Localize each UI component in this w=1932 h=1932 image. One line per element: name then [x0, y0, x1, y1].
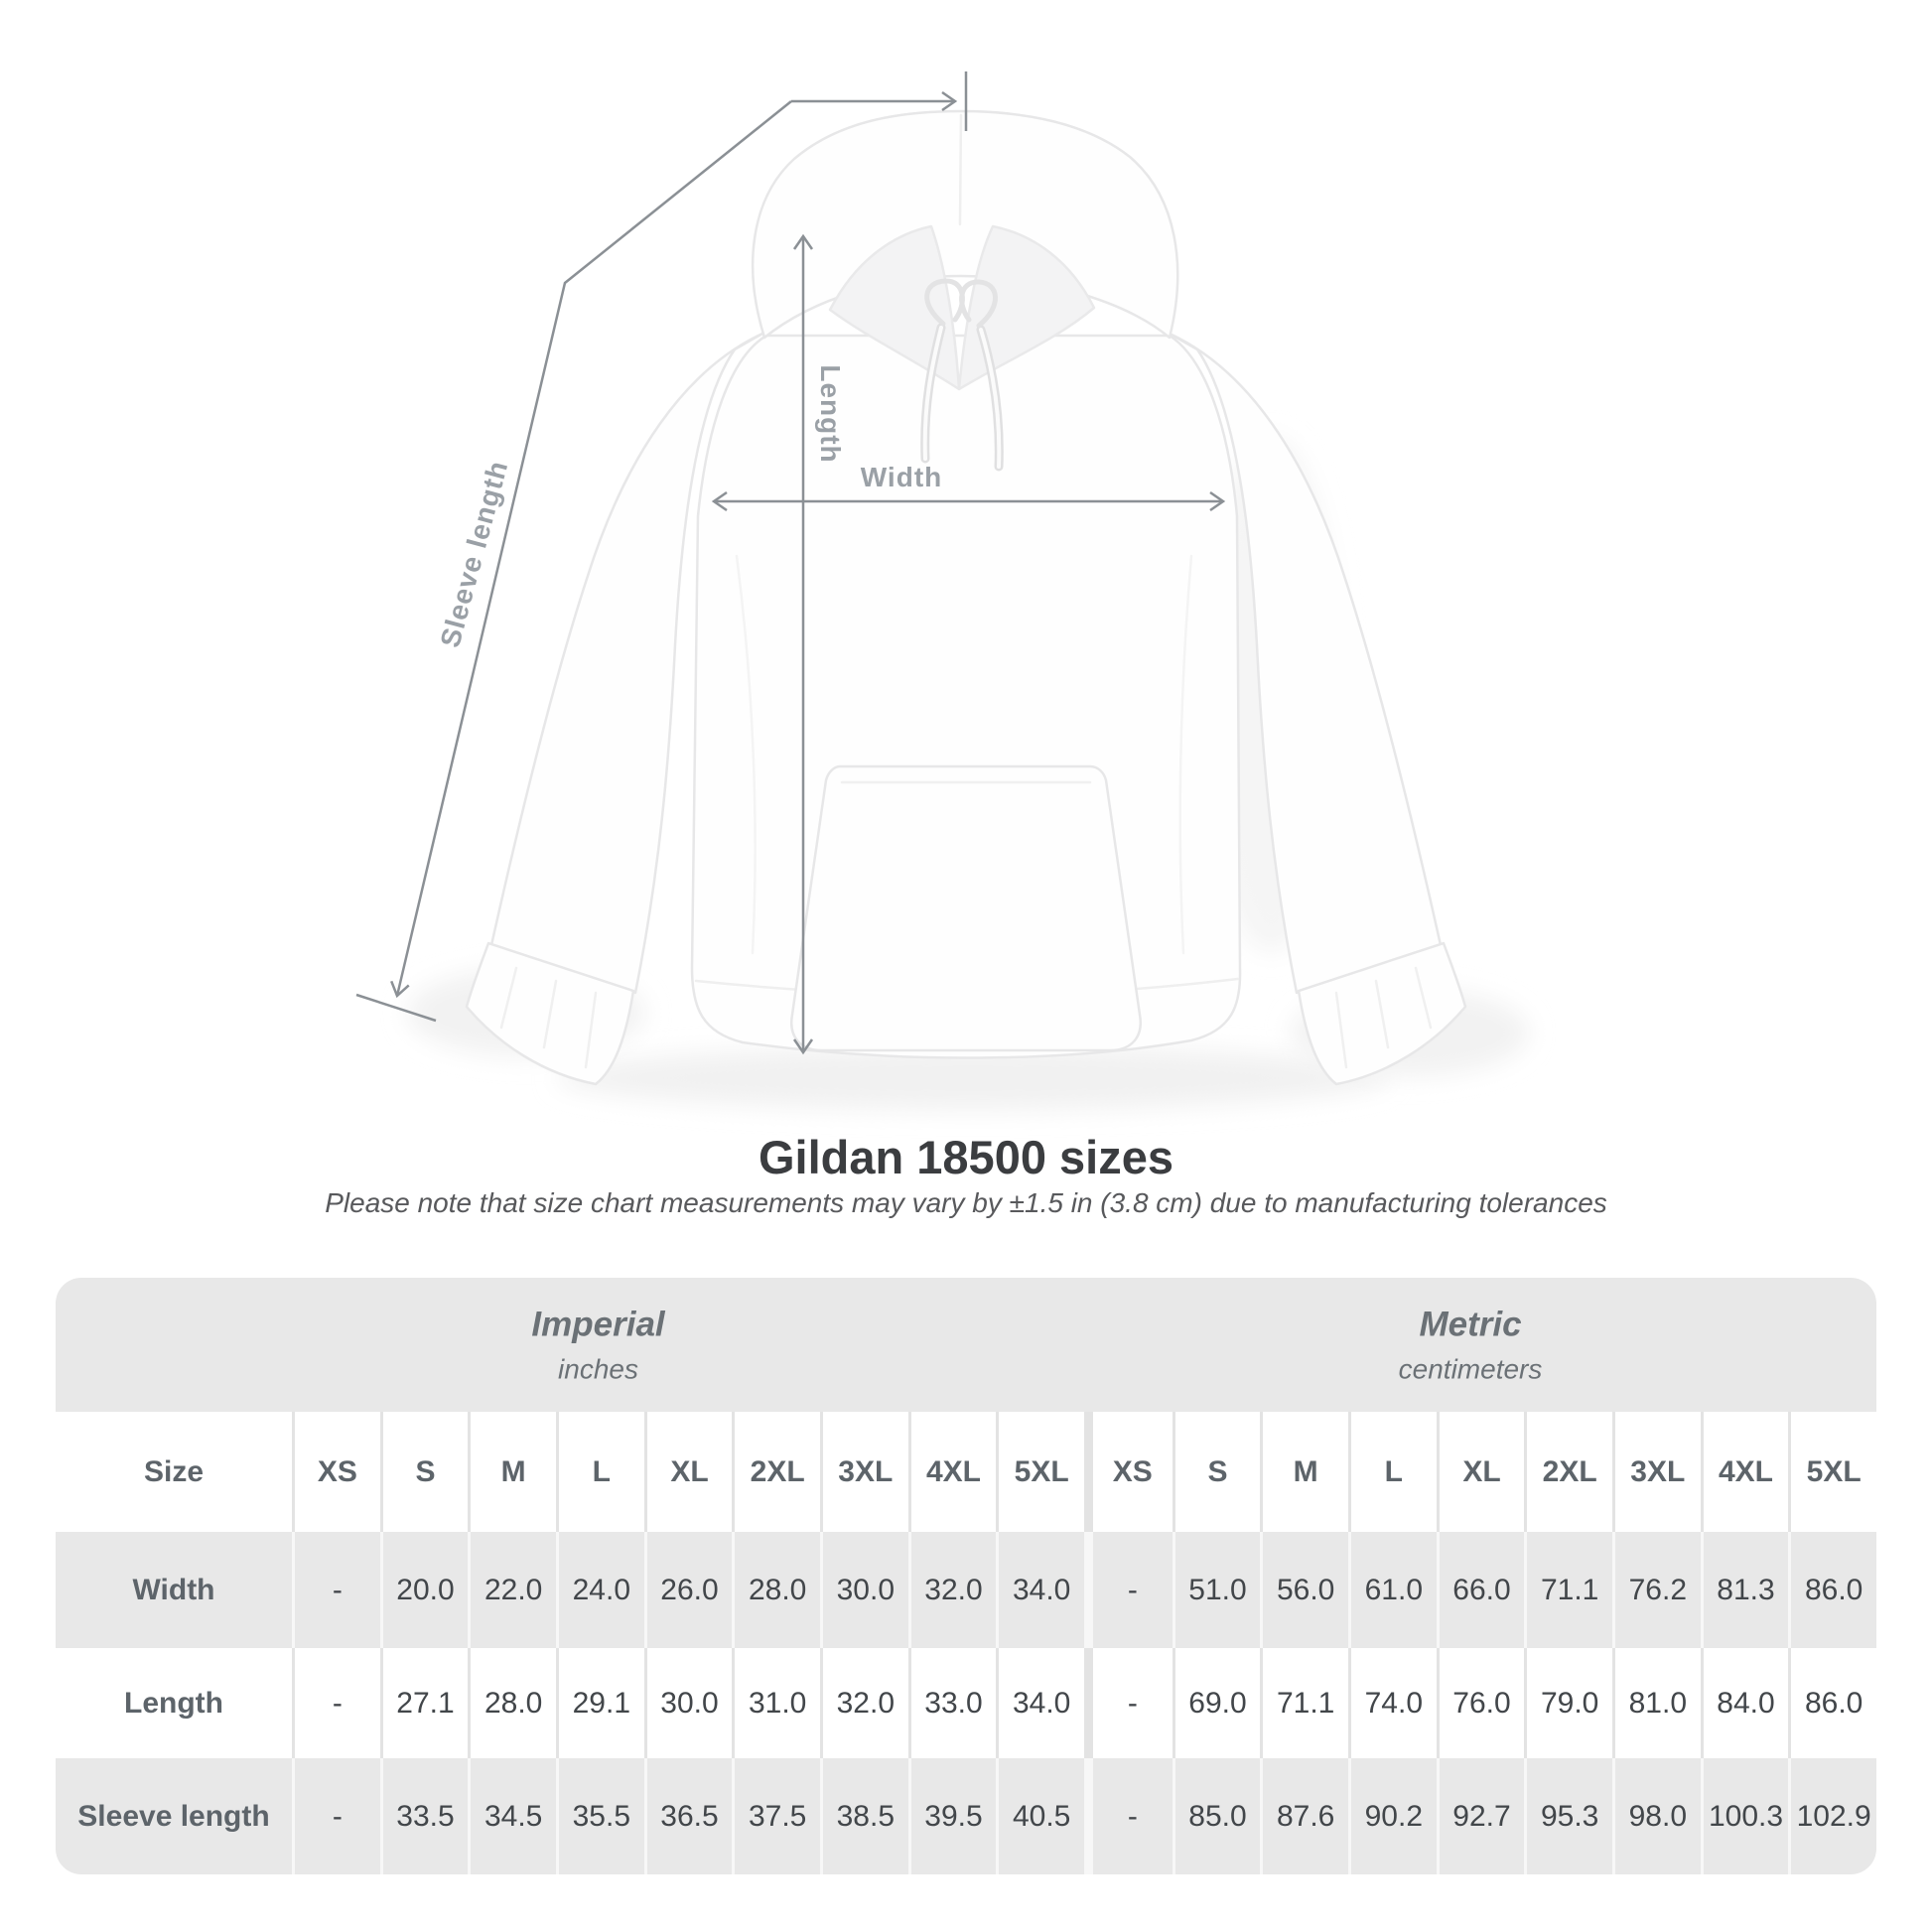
size-value-cell: 38.5 [820, 1758, 908, 1874]
size-col-header: 2XL [1524, 1412, 1612, 1532]
size-col-header: M [1260, 1412, 1348, 1532]
size-value-cell: 31.0 [732, 1648, 820, 1758]
size-value-cell: 56.0 [1260, 1532, 1348, 1648]
size-value-cell: 30.0 [820, 1532, 908, 1648]
size-value-cell: 27.1 [380, 1648, 469, 1758]
size-value-cell: 37.5 [732, 1758, 820, 1874]
size-col-header: 3XL [1612, 1412, 1701, 1532]
size-value-cell: 32.0 [820, 1648, 908, 1758]
size-col-header: 2XL [732, 1412, 820, 1532]
size-value-cell: 40.5 [996, 1758, 1084, 1874]
size-value-cell: 81.0 [1612, 1648, 1701, 1758]
size-corner-label: Size [143, 1454, 205, 1488]
unit-group-header-band [56, 1278, 1876, 1412]
size-col-header: XL [1437, 1412, 1525, 1532]
row-label: Sleeve length [77, 1799, 270, 1833]
size-value-cell: 61.0 [1348, 1532, 1437, 1648]
size-col-header: 4XL [1701, 1412, 1789, 1532]
size-value-cell: 69.0 [1173, 1648, 1261, 1758]
size-value-cell: 87.6 [1260, 1758, 1348, 1874]
size-value-cell: 24.0 [556, 1532, 644, 1648]
size-value-cell: 35.5 [556, 1758, 644, 1874]
table-row [56, 1532, 1876, 1648]
size-col-header: 3XL [820, 1412, 908, 1532]
row-label: Width [132, 1573, 215, 1606]
size-col-header: S [1173, 1412, 1261, 1532]
row-label: Length [124, 1686, 223, 1720]
size-value-cell: 30.0 [644, 1648, 733, 1758]
size-col-header: L [1348, 1412, 1437, 1532]
size-value-cell: 102.9 [1788, 1758, 1876, 1874]
length-measurement-label: Length [815, 364, 846, 464]
size-value-cell: 84.0 [1701, 1648, 1789, 1758]
size-value-cell: 76.2 [1612, 1532, 1701, 1648]
size-value-cell: 32.0 [908, 1532, 997, 1648]
imperial-group-unit: inches [558, 1353, 638, 1384]
page-title: Gildan 18500 sizes [758, 1131, 1174, 1183]
width-measurement-label: Width [860, 462, 943, 492]
size-value-cell: 33.5 [380, 1758, 469, 1874]
metric-group-unit: centimeters [1398, 1353, 1543, 1384]
tolerance-note: Please note that size chart measurements may vary by ±1.5 in (3.8 cm) due to manufacturing tolerances [325, 1187, 1607, 1218]
size-value-cell: 34.5 [468, 1758, 556, 1874]
size-value-cell: - [1084, 1648, 1173, 1758]
metric-group-title: Metric [1419, 1305, 1522, 1343]
size-value-cell: 22.0 [468, 1532, 556, 1648]
size-value-cell: 28.0 [732, 1532, 820, 1648]
size-value-cell: 98.0 [1612, 1758, 1701, 1874]
size-value-cell: 74.0 [1348, 1648, 1437, 1758]
size-col-header: L [556, 1412, 644, 1532]
metric-group-header [1399, 1305, 1543, 1385]
size-col-header: 5XL [1788, 1412, 1876, 1532]
imperial-group-title: Imperial [531, 1305, 665, 1343]
size-value-cell: 29.1 [556, 1648, 644, 1758]
size-value-cell: 28.0 [468, 1648, 556, 1758]
sleeve-length-measurement-label: Sleeve length [434, 457, 514, 651]
size-col-header: XS [292, 1412, 380, 1532]
size-value-cell: 26.0 [644, 1532, 733, 1648]
size-value-cell: - [1084, 1532, 1173, 1648]
size-col-header: M [468, 1412, 556, 1532]
size-value-cell: 71.1 [1260, 1648, 1348, 1758]
size-value-cell: 86.0 [1788, 1648, 1876, 1758]
size-col-header: S [380, 1412, 469, 1532]
size-chart-table [56, 1278, 1876, 1874]
hoodie-illustration [467, 111, 1465, 1084]
size-value-cell: 51.0 [1173, 1532, 1261, 1648]
size-value-cell: 92.7 [1437, 1758, 1525, 1874]
size-value-cell: 85.0 [1173, 1758, 1261, 1874]
size-value-cell: 39.5 [908, 1758, 997, 1874]
size-value-cell: 79.0 [1524, 1648, 1612, 1758]
size-value-cell: - [292, 1648, 380, 1758]
size-value-cell: 36.5 [644, 1758, 733, 1874]
size-value-cell: - [292, 1758, 380, 1874]
size-value-cell: - [1084, 1758, 1173, 1874]
size-value-cell: 90.2 [1348, 1758, 1437, 1874]
size-col-header: 4XL [908, 1412, 997, 1532]
size-col-header: 5XL [996, 1412, 1084, 1532]
size-value-cell: 76.0 [1437, 1648, 1525, 1758]
size-value-cell: 20.0 [380, 1532, 469, 1648]
imperial-group-header [531, 1305, 664, 1385]
size-value-cell: 100.3 [1701, 1758, 1789, 1874]
size-col-header: XL [644, 1412, 733, 1532]
size-col-header: XS [1084, 1412, 1173, 1532]
size-value-cell: 71.1 [1524, 1532, 1612, 1648]
size-value-cell: 95.3 [1524, 1758, 1612, 1874]
size-value-cell: - [292, 1532, 380, 1648]
size-value-cell: 66.0 [1437, 1532, 1525, 1648]
size-value-cell: 86.0 [1788, 1532, 1876, 1648]
table-row [56, 1648, 1876, 1758]
size-value-cell: 34.0 [996, 1648, 1084, 1758]
size-value-cell: 81.3 [1701, 1532, 1789, 1648]
size-value-cell: 34.0 [996, 1532, 1084, 1648]
table-row [56, 1758, 1876, 1874]
size-value-cell: 33.0 [908, 1648, 997, 1758]
size-header-row [56, 1412, 1876, 1532]
